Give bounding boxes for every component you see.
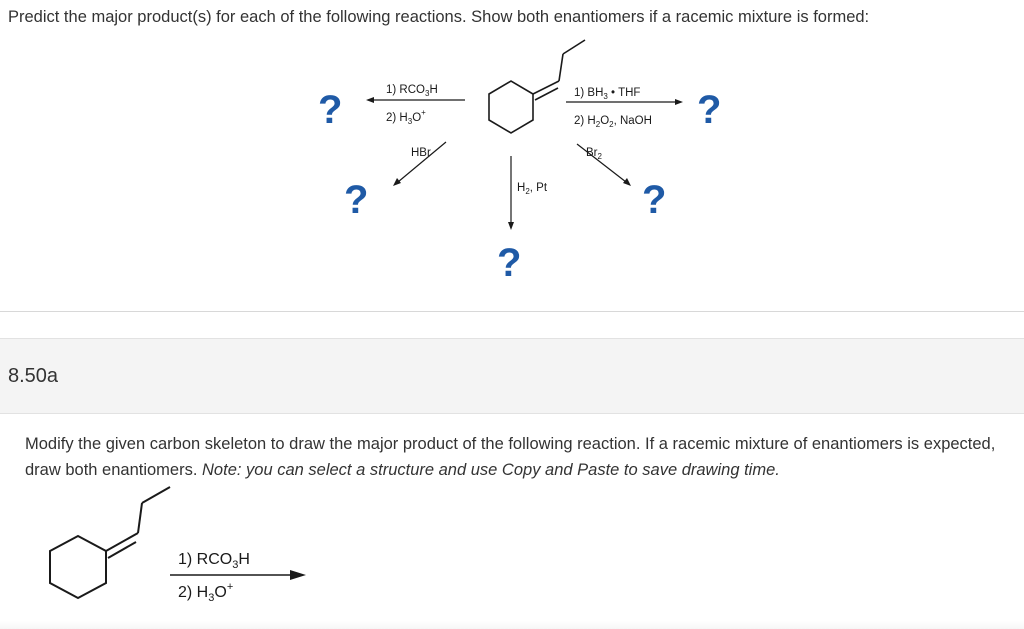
epoxidation-product-unknown: ?	[318, 88, 343, 132]
bromination-reagent: $Br_2$	[586, 147, 602, 161]
starting-material-structure	[489, 40, 585, 133]
reaction-step2: 2) $H_3O^+$	[178, 581, 234, 604]
instruction-text: Predict the major product(s) for each of the following reactions. Show both enantiomers if a racemic mixture is formed:	[8, 8, 870, 26]
prompt-note-text: Note: you can select a structure and use Copy and Paste to save drawing time.	[202, 461, 780, 479]
reaction-scheme	[0, 30, 1024, 308]
hydroboration-product-unknown: ?	[697, 88, 722, 132]
hydrogenation-product-unknown: ?	[497, 241, 522, 285]
question-number: 8.50a	[8, 365, 59, 387]
reaction-arrow	[170, 570, 306, 580]
hbr-reagent: HBr	[411, 147, 431, 159]
epoxidation-arrow	[366, 97, 465, 103]
carbon-skeleton[interactable]	[50, 487, 170, 598]
hydroboration-arrow	[566, 99, 683, 105]
question-header-bar	[0, 338, 1024, 414]
hydroboration-step2: 2) $H_2O_2$, NaOH	[574, 115, 652, 129]
hydroboration-step1: 1) $BH_3$ • THF	[574, 87, 641, 101]
bromination-product-unknown: ?	[642, 178, 667, 222]
hbr-product-unknown: ?	[344, 178, 369, 222]
epoxidation-step2: 2) $H_3O^+$	[386, 108, 426, 126]
hydrogenation-arrow	[508, 156, 514, 230]
reaction-step1: 1) $RCO_3H$	[178, 551, 250, 571]
section-divider	[0, 311, 1024, 312]
hydrogenation-reagent: $H_2$, Pt	[517, 182, 548, 196]
drawing-area[interactable]	[0, 480, 420, 625]
prompt-main-text: Modify the given carbon skeleton to draw the major product of the following reaction. If a racemic mixture of enantiomers is expected, draw both enantiomers.	[25, 435, 996, 479]
page-bottom-edge	[0, 621, 1024, 629]
epoxidation-step1: 1) $RCO_3H$	[386, 84, 438, 98]
question-prompt	[25, 431, 1015, 483]
